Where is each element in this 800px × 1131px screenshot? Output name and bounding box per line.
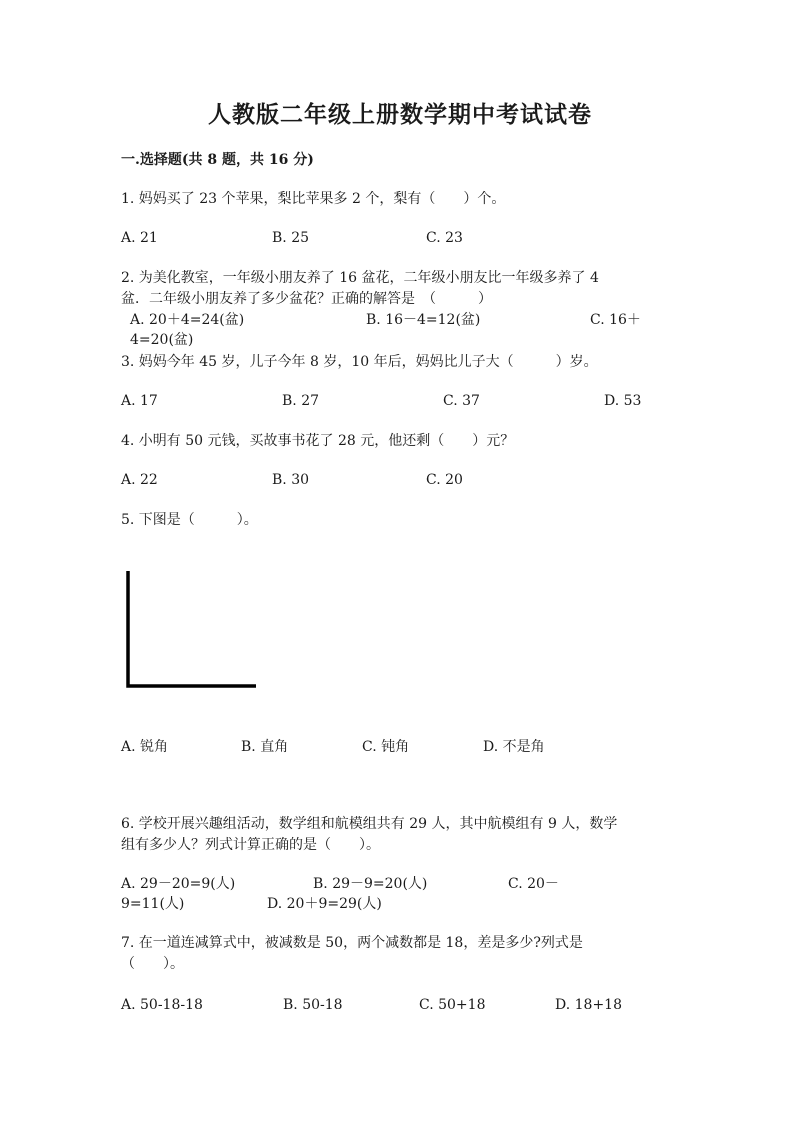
q6-option-c-cont: 9=11(人) <box>121 896 185 912</box>
question-4: 4. 小明有 50 元钱，买故事书花了 28 元，他还剩（ ）元？ <box>121 433 515 449</box>
question-1: 1. 妈妈买了 23 个苹果，梨比苹果多 2 个，梨有（ ）个。 <box>121 191 506 207</box>
q2-option-c: C. 16＋ <box>590 312 641 328</box>
section-heading: 一.选择题(共 8 题，共 16 分) <box>121 152 314 168</box>
q1-option-a: A. 21 <box>121 230 158 246</box>
q3-option-a: A. 17 <box>121 393 158 409</box>
angle-sides <box>128 571 256 686</box>
q6-option-b: B. 29－9=20(人) <box>313 876 428 892</box>
q5-option-b: B. 直角 <box>241 739 289 755</box>
q5-option-c: C. 钝角 <box>362 739 410 755</box>
question-6-line-1: 6. 学校开展兴趣组活动，数学组和航模组共有 29 人，其中航模组有 9 人，数学 <box>121 816 618 832</box>
page-title: 人教版二年级上册数学期中考试试卷 <box>208 101 592 128</box>
q6-option-c: C. 20－ <box>508 876 559 892</box>
q2-option-b: B. 16－4=12(盆) <box>366 312 481 328</box>
q1-option-c: C. 23 <box>426 230 463 246</box>
q1-option-b: B. 25 <box>272 230 310 246</box>
q7-option-b: B. 50-18 <box>283 997 343 1013</box>
q3-option-b: B. 27 <box>282 393 320 409</box>
q7-option-c: C. 50+18 <box>419 997 486 1013</box>
q5-option-d: D. 不是角 <box>483 739 545 755</box>
q2-option-a: A. 20＋4=24(盆) <box>130 312 245 328</box>
question-6-line-2: 组有多少人？列式计算正确的是（ ）。 <box>121 837 380 853</box>
q3-option-c: C. 37 <box>443 393 480 409</box>
question-7-line-1: 7. 在一道连减算式中，被减数是 50，两个减数都是 18，差是多少?列式是 <box>121 935 583 951</box>
q4-option-c: C. 20 <box>426 472 463 488</box>
q6-option-a: A. 29－20=9(人) <box>121 876 236 892</box>
right-angle-figure <box>118 565 268 695</box>
q4-option-a: A. 22 <box>121 472 158 488</box>
q3-option-d: D. 53 <box>604 393 642 409</box>
q7-option-a: A. 50-18-18 <box>121 997 203 1013</box>
question-2-line-1: 2. 为美化教室，一年级小朋友养了 16 盆花，二年级小朋友比一年级多养了 4 <box>121 270 599 286</box>
q7-option-d: D. 18+18 <box>555 997 622 1013</box>
q5-option-a: A. 锐角 <box>121 739 169 755</box>
q2-option-c-cont: 4=20(盆) <box>130 332 194 348</box>
question-2-line-2: 盆．二年级小朋友养了多少盆花？正确的解答是 （ ） <box>121 291 492 307</box>
question-3: 3. 妈妈今年 45 岁，儿子今年 8 岁，10 年后，妈妈比儿子大（ ）岁。 <box>121 354 598 370</box>
q4-option-b: B. 30 <box>272 472 310 488</box>
question-7-line-2: （ ）。 <box>121 956 184 972</box>
q6-option-d: D. 20＋9=29(人) <box>267 896 382 912</box>
question-5: 5. 下图是（ ）。 <box>121 512 258 528</box>
